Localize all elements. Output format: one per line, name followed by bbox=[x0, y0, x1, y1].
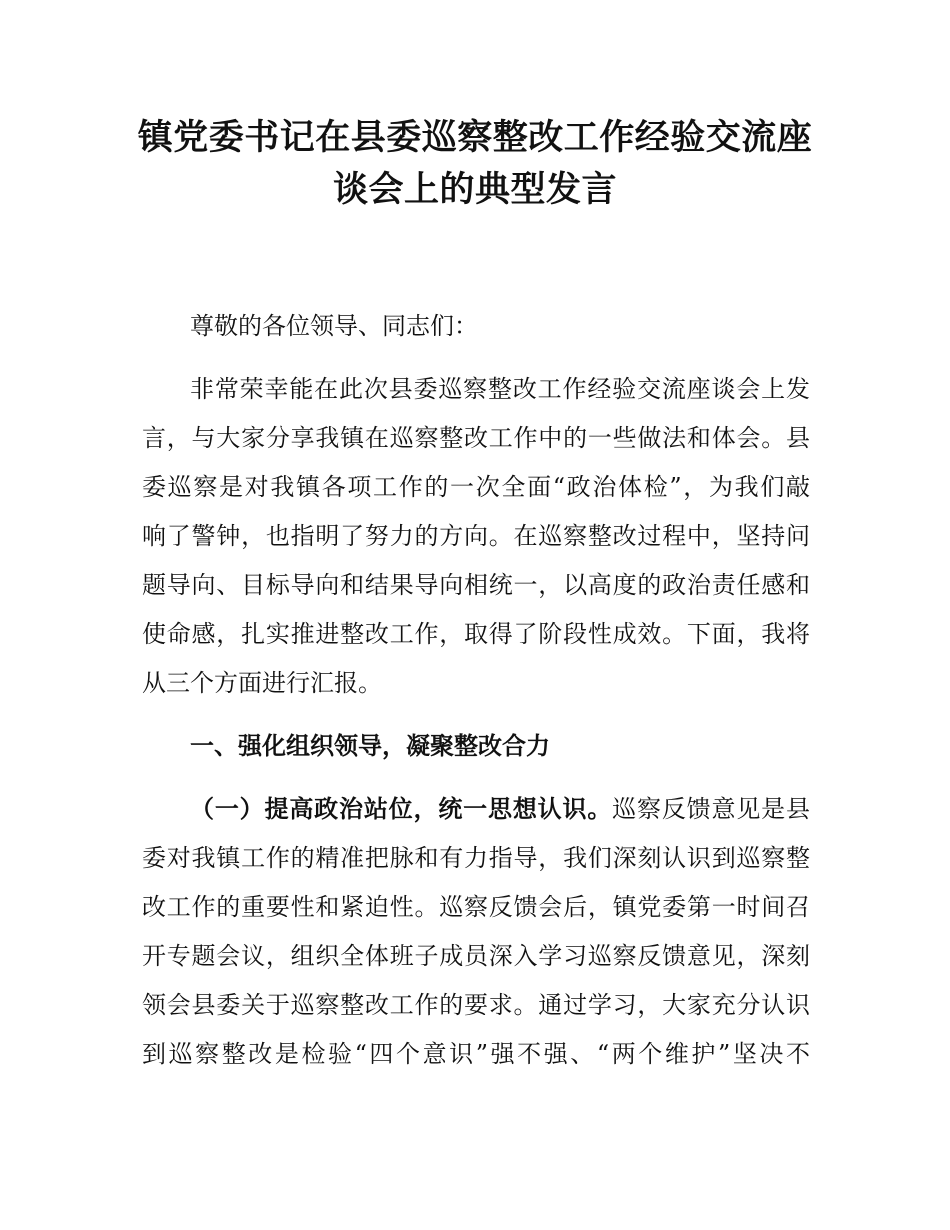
paragraph-line: 响了警钟，也指明了努力的方向。在巡察整改过程中，坚持问 bbox=[142, 522, 810, 550]
document-title bbox=[110, 112, 840, 216]
paragraph-line: 题导向、目标导向和结果导向相统一，以高度的政治责任感和 bbox=[142, 571, 810, 599]
paragraph-line: 使命感，扎实推进整改工作，取得了阶段性成效。下面，我将 bbox=[142, 620, 810, 648]
title-line-1: 镇党委书记在县委巡察整改工作经验交流座 bbox=[137, 118, 813, 158]
paragraph-text: 巡察反馈意见是县 bbox=[612, 795, 811, 823]
paragraph-line-with-lead bbox=[142, 785, 810, 834]
paragraph-line: 委巡察是对我镇各项工作的一次全面“政治体检”，为我们敲 bbox=[142, 473, 810, 501]
document-body bbox=[142, 302, 810, 1079]
paragraph-2 bbox=[142, 785, 810, 1079]
paragraph-line: 非常荣幸能在此次县委巡察整改工作经验交流座谈会上发 bbox=[190, 375, 810, 403]
paragraph-line: 到巡察整改是检验“四个意识”强不强、“两个维护”坚决不 bbox=[142, 1040, 810, 1068]
paragraph-line: 言，与大家分享我镇在巡察整改工作中的一些做法和体会。县 bbox=[142, 424, 810, 452]
title-line-2: 谈会上的典型发言 bbox=[332, 170, 617, 210]
paragraph-line: 领会县委关于巡察整改工作的要求。通过学习，大家充分认识 bbox=[142, 991, 810, 1019]
section-heading: 一、强化组织领导，凝聚整改合力 bbox=[190, 732, 550, 760]
paragraph-line: 开专题会议，组织全体班子成员深入学习巡察反馈意见，深刻 bbox=[142, 942, 810, 970]
paragraph-line: 从三个方面进行汇报。 bbox=[142, 669, 382, 697]
paragraph-line: 改工作的重要性和紧迫性。巡察反馈会后，镇党委第一时间召 bbox=[142, 893, 810, 921]
paragraph-line: 委对我镇工作的精准把脉和有力指导，我们深刻认识到巡察整 bbox=[142, 844, 810, 872]
subsection-heading: （一）提高政治站位，统一思想认识。 bbox=[190, 795, 613, 823]
paragraph-1 bbox=[142, 365, 810, 708]
salutation: 尊敬的各位领导、同志们： bbox=[190, 312, 478, 340]
